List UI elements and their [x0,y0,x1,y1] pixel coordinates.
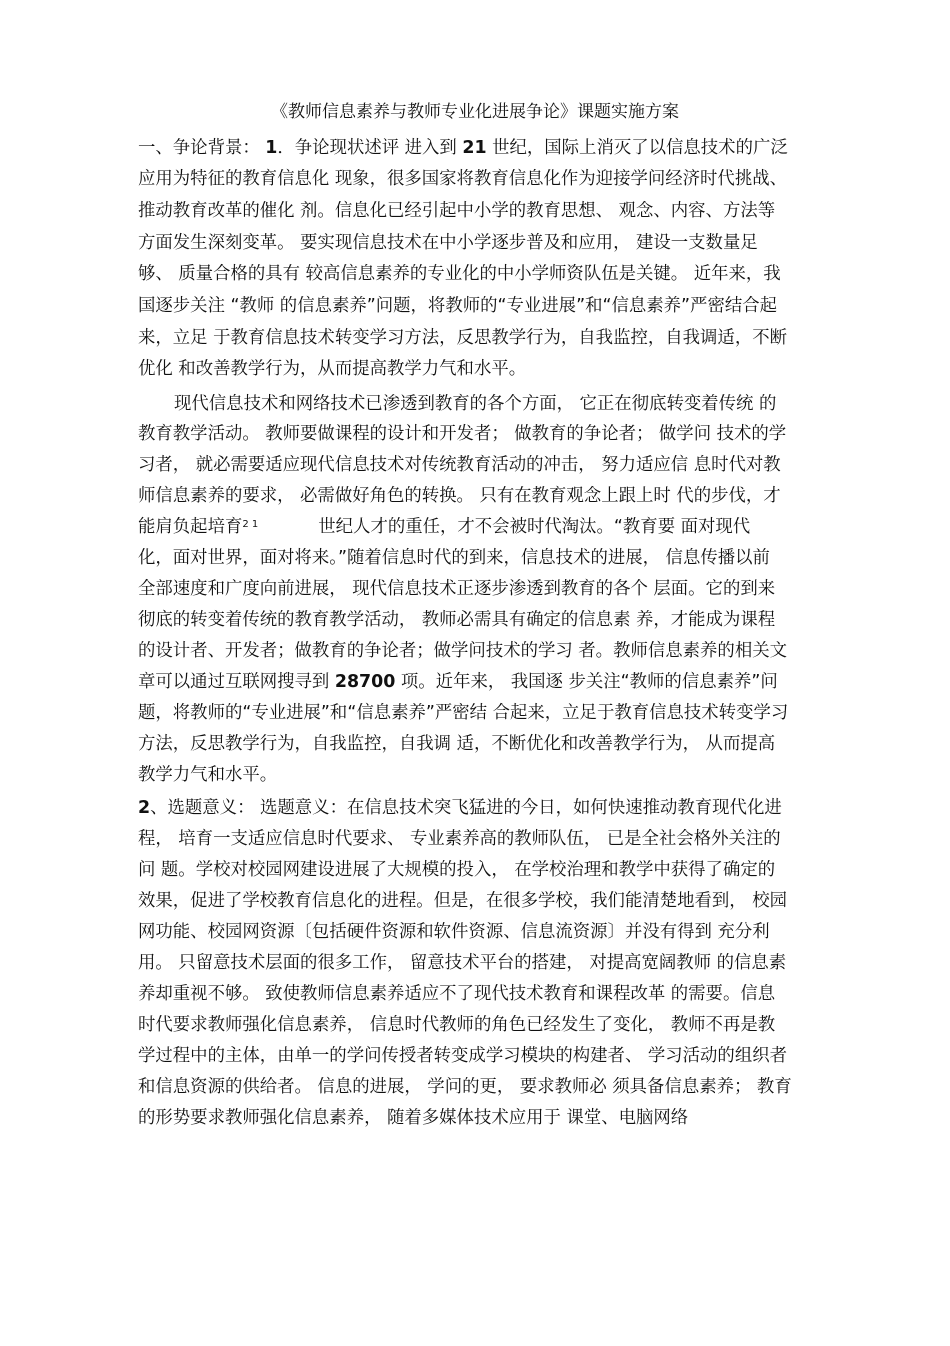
paragraph-line: 国逐步关注 “教师 的信息素养”问题，将教师的“专业进展”和“信息素养”严密结合起 [138,296,778,316]
paragraph-line: 效果，促进了学校教育信息化的进程。但是，在很多学校，我们能清楚地看到， 校园 [138,891,787,911]
text-run: 选题意义：在信息技术突飞猛进的今日，如何快速推动教育现代化进 [260,798,782,818]
paragraph-line: 应用为特征的教育信息化 现象，很多国家将教育信息化作为迎接学问经济时代挑战、 [138,169,787,189]
paragraph-line: 问 题。学校对校园网建设进展了大规模的投入， 在学校治理和教学中获得了确定的 [138,860,776,880]
paragraph-line: 优化 和改善教学行为，从而提高教学力气和水平。 [138,359,527,379]
paragraph-line: 的设计者、开发者；做教育的争论者；做学问技术的学习 者。教师信息素养的相关文 [138,641,787,661]
paragraph-line: 师信息素养的要求， 必需做好角色的转换。 只有在教育观念上跟上时 代的步伐，才 [138,486,781,506]
year-number: 21 [462,138,487,158]
text-run: 世纪，国际上消灭了以信息技术的广泛 [492,138,788,158]
paragraph-line [138,796,782,820]
text-run: 世纪人才的重任，才不会被时代淘汰。“教育要 面对现代 [318,517,751,537]
paragraph-line: 时代要求教师强化信息素养， 信息时代教师的角色已经发生了变化， 教师不再是教 [138,1015,776,1035]
document-title: 《教师信息素养与教师专业化进展争论》课题实施方案 [271,102,679,122]
paragraph-line: 学过程中的主体，由单一的学问传授者转变成学习模块的构建者、 学习活动的组织者 [138,1046,787,1066]
text-run: 章可以通过互联网搜寻到 [138,672,330,692]
paragraph-line: 用。 只留意技术层面的很多工作， 留意技术平台的搭建， 对提高宽阔教师 的信息素 [138,953,787,973]
paragraph-line: 教育教学活动。 教师要做课程的设计和开发者； 做教育的争论者； 做学问 技术的学 [138,424,787,444]
paragraph-line: 够、 质量合格的具有 较高信息素养的专业化的中小学师资队伍是关键。 近年来，我 [138,264,781,284]
paragraph-line: 和信息资源的供给者。 信息的进展， 学问的更， 要求教师必 须具备信息素养； 教育 [138,1077,792,1097]
text-run: ．争论现状述评 进入到 [277,138,457,158]
paragraph-line: 的形势要求教师强化信息素养， 随着多媒体技术应用于 课堂、电脑网络 [138,1108,689,1128]
paragraph-line: 教学力气和水平。 [138,765,278,785]
paragraph-line: 现代信息技术和网络技术已渗透到教育的各个方面， 它正在彻底转变着传统 的 [174,394,777,414]
paragraph-line: 彻底的转变着传统的教育教学活动， 教师必需具有确定的信息素 养，才能成为课程 [138,610,776,630]
paragraph-line: 方面发生深刻变革。 要实现信息技术在中小学逐步普及和应用， 建设一支数量足 [138,233,758,253]
paragraph-line: 题，将教师的“专业进展”和“信息素养”严密结 合起来，立足于教育信息技术转变学习 [138,703,789,723]
item-number: 2 [138,798,151,818]
paragraph-line [138,136,788,160]
paragraph-line [138,670,778,694]
paragraph-line: 网功能、校园网资源〔包括硬件资源和软件资源、信息流资源〕并没有得到 充分利 [138,922,770,942]
section-heading: 、选题意义： [150,798,255,818]
paragraph-line: 习者， 就必需要适应现代信息技术对传统教育活动的冲击， 努力适应信 息时代对教 [138,455,781,475]
paragraph-line: 养却重视不够。 致使教师信息素养适应不了现代技术教育和课程改革 的需要。信息 [138,984,776,1004]
paragraph-line: 全部速度和广度向前进展， 现代信息技术正逐步渗透到教育的各个 层面。它的到来 [138,579,776,599]
item-number: 1 [265,138,278,158]
paragraph-line: 推动教育改革的催化 剂。信息化已经引起中小学的教育思想、 观念、内容、方法等 [138,201,776,221]
paragraph-line: 来，立足 于教育信息技术转变学习方法，反思教学行为，自我监控，自我调适，不断 [138,328,787,348]
superscript-number: 2 1 [242,519,259,530]
search-result-count: 28700 [334,672,396,692]
text-run: 项。近年来， 我国逐 步关注“教师的信息素养”问 [400,672,778,692]
paragraph-line: 化，面对世界，面对将来。”随着信息时代的到来，信息技术的进展， 信息传播以前 [138,548,770,568]
text-run: 能肩负起培育 [138,517,243,537]
paragraph-line: 程， 培育一支适应信息时代要求、 专业素养高的教师队伍， 已是全社会格外关注的 [138,829,781,849]
section-heading: 一、争论背景： [138,138,260,158]
paragraph-line: 方法，反思教学行为，自我监控，自我调 适，不断优化和改善教学行为， 从而提高 [138,734,776,754]
paragraph-line [138,515,750,542]
